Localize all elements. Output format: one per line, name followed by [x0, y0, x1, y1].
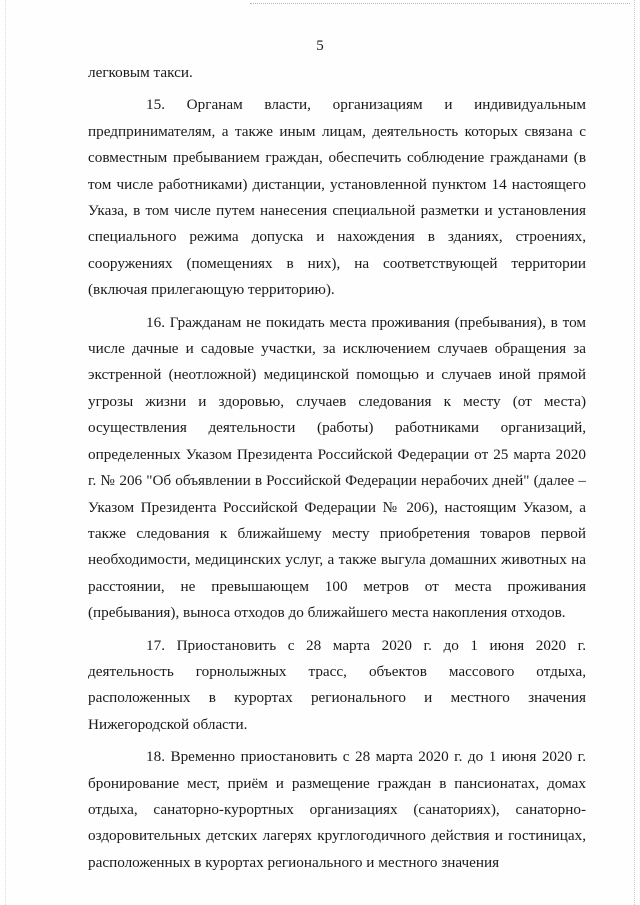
paragraph-15: 15. Органам власти, организациям и индивидуальным предпринимателям, а также иным лицам, деятельность которых связана с совместным пребыванием граждан, обеспечить соблюдение гражданами (в том числе работниками) дистанции, установленной пунктом 14 настоящего Указа, в том числе путем нанесения специальной разметки и установления специального режима допуска и нахождения в зданиях, строениях, сооружениях (помещениях в них), на соответствующей территории (включая прилегающую территорию). — [88, 96, 586, 299]
paragraph-continuation: легковым такси. — [88, 64, 193, 81]
body-text — [88, 60, 586, 876]
scan-edge-left — [5, 0, 6, 905]
page-number: 5 — [316, 38, 324, 54]
paragraph-18: 18. Временно приостановить с 28 марта 2020 г. до 1 июня 2020 г. бронирование мест, приём и размещение граждан в пансионатах, домах отдыха, санаторно-курортных организациях (санаториях), санаторно-оздоровительных детских лагерях круглогодичного действия и гостиницах, расположенных в курортах регионального и местного значения — [88, 748, 586, 871]
scan-edge-right — [634, 0, 635, 905]
paragraph-17: 17. Приостановить с 28 марта 2020 г. до 1 июня 2020 г. деятельность горнолыжных трасс, объектов массового отдыха, расположенных в курортах регионального и местного значения Нижегородской области. — [88, 636, 586, 733]
paragraph-16: 16. Гражданам не покидать места проживания (пребывания), в том числе дачные и садовые участки, за исключением случаев обращения за экстренной (неотложной) медицинской помощью и случаев иной прямой угрозы жизни и здоровью, случаев следования к месту (от места) осуществления деятельности (работы) работниками организаций, определенных Указом Президента Российской Федерации от 25 марта 2020 г. № 206 "Об объявлении в Российской Федерации нерабочих дней" (далее – Указом Президента Российской Федерации № 206), настоящим Указом, а также следования к ближайшему месту приобретения товаров первой необходимости, медицинских услуг, а также выгула домашних животных на расстоянии, не превышающем 100 метров от места проживания (пребывания), выноса отходов до ближайшего места накопления отходов. — [88, 313, 586, 622]
scan-edge-top — [250, 3, 630, 4]
